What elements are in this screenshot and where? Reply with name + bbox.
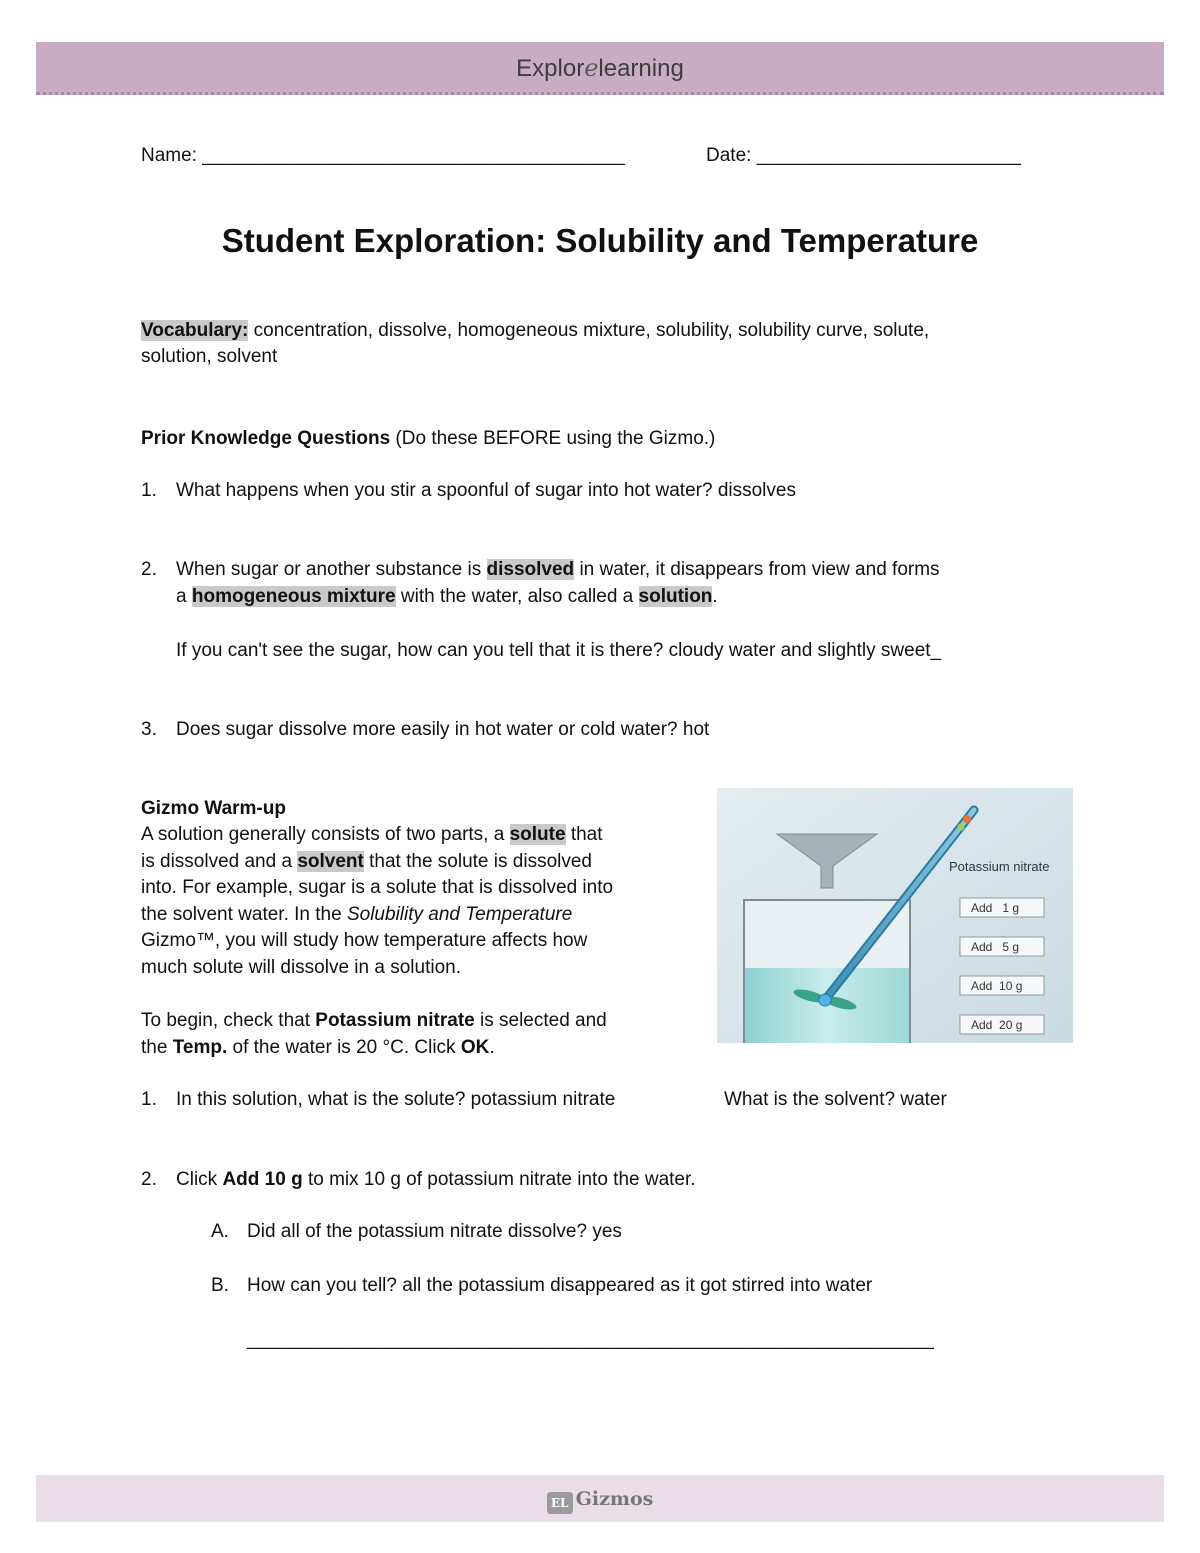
q2-text-l2e: .	[712, 586, 718, 607]
add-20g-label: Add 20 g	[971, 1018, 1023, 1032]
warmup-p1-line-6: much solute will dissolve in a solution.	[141, 957, 461, 978]
p2-potassium-nitrate: Potassium nitrate	[315, 1010, 475, 1031]
p2-f: of the water is 20 °C. Click	[227, 1037, 461, 1058]
warmup-q1-solute: In this solution, what is the solute? potassium nitrate	[176, 1089, 616, 1110]
warmup-q2a-text: Did all of the potassium nitrate dissolve? yes	[247, 1221, 622, 1242]
warmup-p1-line-4	[141, 904, 572, 926]
gizmos-logo-mark: EL	[547, 1492, 573, 1514]
term-dissolved: dissolved	[486, 559, 575, 580]
q2w-c: to mix 10 g of potassium nitrate into the water.	[302, 1169, 696, 1190]
p1-a: A solution generally consists of two parts, a	[141, 824, 510, 845]
header-bar	[36, 42, 1164, 95]
add-1g-label: Add 1 g	[971, 901, 1020, 915]
prior-heading-note: (Do these BEFORE using the Gizmo.)	[390, 428, 716, 449]
date-field[interactable]: _________________________	[756, 145, 1021, 166]
p2-c: is selected and	[474, 1010, 607, 1031]
add-10g-button[interactable]	[960, 976, 1044, 995]
stirrer-light-2	[958, 824, 965, 831]
term-solvent: solvent	[297, 851, 364, 872]
p1-h: the solvent water. In the	[141, 904, 347, 925]
p2-d: the	[141, 1037, 173, 1058]
add-5g-button[interactable]	[960, 937, 1044, 956]
gizmo-label: Potassium nitrate	[949, 859, 1050, 874]
logo-text-post: learning	[598, 55, 684, 82]
date-line	[706, 145, 1021, 167]
warmup-q2-number: 2.	[141, 1169, 157, 1190]
stirrer-light-1	[963, 815, 971, 823]
p1-f: that the solute is dissolved	[363, 851, 592, 872]
p2-temp: Temp.	[172, 1037, 228, 1058]
prior-q2-line-2	[176, 586, 718, 608]
warmup-p2-line-1	[141, 1010, 607, 1032]
date-label: Date:	[706, 145, 752, 166]
warmup-p1-line-5: Gizmo™, you will study how temperature affects how	[141, 930, 588, 951]
p2-h: .	[489, 1037, 495, 1058]
p1-d: is dissolved and a	[141, 851, 298, 872]
name-label: Name:	[141, 145, 197, 166]
prior-q1-text: What happens when you stir a spoonful of sugar into hot water? dissolves	[176, 480, 796, 501]
prior-q2-answer: If you can't see the sugar, how can you tell that it is there? cloudy water and slightly sweet_	[176, 640, 942, 661]
gizmo-screenshot	[717, 788, 1073, 1043]
warmup-q1-solvent: What is the solvent? water	[724, 1089, 947, 1110]
answer-blank-line[interactable]: _________________________________________________________________	[247, 1329, 934, 1350]
term-homogeneous-mixture: homogeneous mixture	[191, 586, 396, 607]
name-field[interactable]: ________________________________________	[202, 145, 625, 166]
warmup-q2-text	[176, 1169, 696, 1191]
q2-text-a: When sugar or another substance is	[176, 559, 487, 580]
warmup-q1-number: 1.	[141, 1089, 157, 1110]
term-solute: solute	[509, 824, 566, 845]
prior-q2-line-1	[176, 559, 940, 581]
prior-q3-number: 3.	[141, 719, 157, 740]
warmup-p2-line-2	[141, 1037, 495, 1059]
explorelearning-logo	[36, 54, 1164, 83]
prior-knowledge-heading	[141, 428, 715, 450]
add-10g-label: Add 10 g	[971, 979, 1023, 993]
gizmos-logo	[36, 1488, 1164, 1514]
prior-q2-number: 2.	[141, 559, 157, 580]
logo-text-pre: Explor	[516, 55, 585, 82]
warmup-q2b-letter: B.	[211, 1275, 229, 1296]
warmup-p1-line-1	[141, 824, 603, 846]
prior-heading-bold: Prior Knowledge Questions	[141, 428, 391, 449]
p2-ok: OK	[460, 1037, 490, 1058]
warmup-p1-line-2	[141, 851, 592, 873]
prior-q3-text: Does sugar dissolve more easily in hot water or cold water? hot	[176, 719, 710, 740]
q2w-add10g: Add 10 g	[222, 1169, 303, 1190]
propeller-hub	[819, 994, 831, 1006]
p2-a: To begin, check that	[141, 1010, 316, 1031]
add-20g-button[interactable]	[960, 1015, 1044, 1034]
name-line	[141, 145, 625, 167]
warmup-q2b-text: How can you tell? all the potassium disappeared as it got stirred into water	[247, 1275, 873, 1296]
add-5g-label: Add 5 g	[971, 940, 1020, 954]
vocabulary-line-2: solution, solvent	[141, 346, 278, 367]
warmup-p1-line-3: into. For example, sugar is a solute that is dissolved into	[141, 877, 614, 898]
warmup-heading	[141, 798, 286, 820]
footer-bar	[36, 1475, 1164, 1522]
page-title: Student Exploration: Solubility and Temperature	[221, 222, 979, 259]
q2-text-l2c: with the water, also called a	[395, 586, 639, 607]
warmup-heading-text: Gizmo Warm-up	[141, 798, 286, 819]
gizmo-name-italic: Solubility and Temperature	[346, 904, 573, 925]
vocabulary-line-1	[141, 320, 929, 342]
add-1g-button[interactable]	[960, 898, 1044, 917]
term-solution: solution	[638, 586, 713, 607]
q2-text-l2a: a	[176, 586, 192, 607]
prior-q1-number: 1.	[141, 480, 157, 501]
p1-c: that	[565, 824, 603, 845]
vocabulary-label: Vocabulary:	[141, 320, 249, 341]
logo-swash: e	[584, 54, 599, 82]
q2-text-c: in water, it disappears from view and forms	[574, 559, 940, 580]
vocabulary-terms: concentration, dissolve, homogeneous mixture, solubility, solubility curve, solute,	[248, 320, 930, 341]
q2w-a: Click	[176, 1169, 223, 1190]
gizmo-illustration	[717, 788, 1073, 1043]
warmup-q2a-letter: A.	[211, 1221, 229, 1242]
gizmos-logo-text: Gizmos	[575, 1488, 654, 1510]
